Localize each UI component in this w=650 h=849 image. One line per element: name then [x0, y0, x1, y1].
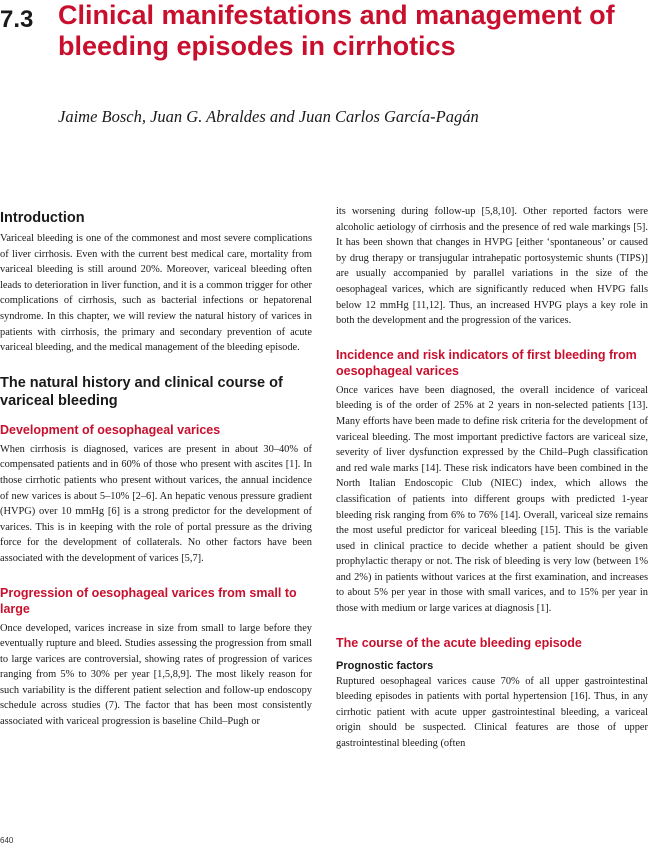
incidence-text: Once varices have been diagnosed, the overall incidence of variceal bleeding is of the order of 25% at 2 years in non-selected patients [13]. Many efforts have been made to define risk criteria for the development of variceal bleeding. The most important predictive factors are variceal size, severity of liver dysfunction expressed by the Child–Pugh classification and red wale marks [14]. These risk indicators have been combined in the North Italian Endoscopic Club (NIEC) index, which allows the classification of patients into different groups with predicted 1-year bleeding risk ranging from 6% to 76% [14]. Overall, variceal size remains the most useful predictor for variceal bleeding [15]. This is the variable used in clinical practice to decide whether a patient should be given prophylactic therapy or not. The risk of bleeding is very low (between 1% and 2%) in patients without varices at the first examination, and increases to about 5% per year in those with small varices, and to 15% per year in those with medium or large varices at diagnosis [1].	[336, 384, 648, 615]
left-column	[0, 209, 312, 730]
chapter-title: Clinical manifestations and management of bleeding episodes in cirrhotics	[58, 0, 615, 61]
progression-heading: Progression of oesophageal varices from small to large	[0, 585, 297, 616]
progression-text: Once developed, varices increase in size from small to large before they eventually rupture and bleed. Studies assessing the progression from small to large varices are controversial, showing rates of progression of varices ranging from 5% to 30% per year [1,5,8,9]. The most likely reason for such variability is the different patient selection and follow-up endoscopy schedule across studies (7). The factor that has been most consistently associated with variceal progression is baseline Child–Pugh or	[0, 622, 312, 728]
acute-course-heading: The course of the acute bleeding episode	[336, 635, 582, 650]
continuation-text: its worsening during follow-up [5,8,10]. Other reported factors were alcoholic aetiology of cirrhosis and the presence of red wale markings [5]. It has been shown that changes in HVPG [either ‘spontaneous’ or caused by drug therapy or transjugular intrahepatic portosystemic shunts (TIPS)] are usually accompanied by parallel variations in the size of the oesophageal varices, which are significantly reduced when HVPG falls below 12 mmHg [11,12]. Thus, an increased HVPG plays a key role in both the development and the progression of the varices.	[336, 206, 648, 327]
authors: Jaime Bosch, Juan G. Abraldes and Juan Carlos García-Pagán	[58, 107, 479, 126]
incidence-heading: Incidence and risk indicators of first bleeding from oesophageal varices	[336, 347, 637, 378]
page-number: 640	[0, 836, 14, 845]
development-text: When cirrhosis is diagnosed, varices are present in about 30–40% of compensated patients and in 60% of those who present with ascites [1]. In those cirrhotic patients who present without varices, the annual incidence of new varices is about 5–10% [2–6]. An hepatic venous pressure gradient (HVPG) over 10 mmHg [6] is a strong predictor for the development of varices. This is in keeping with the role of portal pressure as the driving force for the development of collaterals. No other factors have been associated with the development of varices [5,7].	[0, 443, 312, 564]
prognostic-heading: Prognostic factors	[336, 659, 434, 672]
natural-history-heading: The natural history and clinical course of variceal bleeding	[0, 374, 283, 409]
development-heading: Development of oesophageal varices	[0, 422, 221, 437]
prognostic-text: Ruptured oesophageal varices cause 70% of all upper gastrointestinal bleeding episodes in patients with portal hypertension [16]. Thus, in any cirrhotic patient with acute upper gastrointestinal bleeding, a variceal origin should be suspected. Clinical features are those of upper gastrointestinal bleeding (often	[336, 675, 648, 750]
introduction-text: Variceal bleeding is one of the commonest and most severe complications of liver cirrhosis. Even with the current best medical care, mortality from variceal bleeding is still around 20%. Moreover, variceal bleeding often leads to deterioration in liver function, and it is a common trigger for other complications of cirrhosis, such as bacterial infections or hepatorenal syndrome. In this chapter, we will review the natural history of varices in patients with cirrhosis, the primary and secondary prevention of acute variceal bleeding, and the medical management of the bleeding episode.	[0, 233, 312, 354]
introduction-heading: Introduction	[0, 210, 85, 226]
right-column	[336, 204, 648, 752]
chapter-number: 7.3	[0, 6, 34, 33]
